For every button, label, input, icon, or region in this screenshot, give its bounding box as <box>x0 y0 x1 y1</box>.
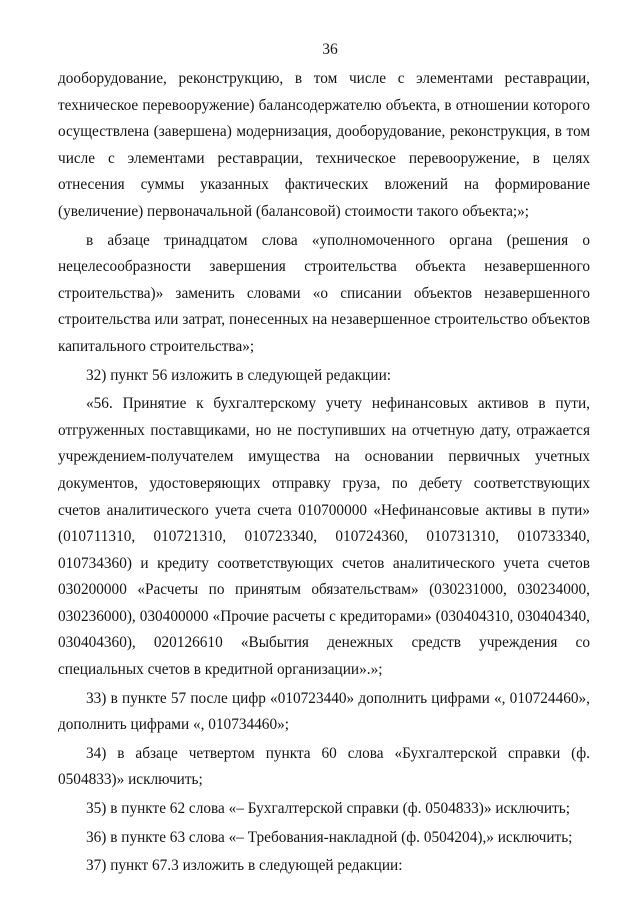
paragraph-item-35: 35) в пункте 62 слова «– Бухгалтерской справки (ф. 0504833)» исключить; <box>86 800 571 818</box>
page-number: 36 <box>322 41 338 58</box>
document-body <box>58 66 590 880</box>
paragraph-item-33: 33) в пункте 57 после цифр «010723440» дополнить цифрами «, 010724460», дополнить цифрами «, 010734460»; <box>58 689 590 734</box>
paragraph-item-32: 32) пункт 56 изложить в следующей редакции: <box>86 366 392 384</box>
paragraph-item-37: 37) пункт 67.3 изложить в следующей редакции: <box>86 857 403 875</box>
paragraph-item-34: 34) в абзаце четвертом пункта 60 слова «Бухгалтерской справки (ф. 0504833)» исключить; <box>58 744 590 789</box>
paragraph-item-56-text: «56. Принятие к бухгалтерскому учету нефинансовых активов в пути, отгруженных поставщиками, но не поступивших на отчетную дату, отражается учреждением-получателем имущества на основании первичных учетных документов, удостоверяющих отправку груза, по дебету соответствующих счетов аналитического учета счета 010700000 «Нефинансовые активы в пути» (010711310, 010721310, 010723340, 010724360, 010731310, 010733340, 010734360) и кредиту соответствующих счетов аналитического учета счетов 030200000 «Расчеты по принятым обязательствам» (030231000, 030234000, 030236000), 030400000 «Прочие расчеты с кредиторами» (030404310, 030404340, 030404360), 020126610 «Выбытия денежных средств учреждения со специальных счетов в кредитной организации».»; <box>58 395 590 679</box>
paragraph-item-36: 36) в пункте 63 слова «– Требования-накладной (ф. 0504204),» исключить; <box>86 828 573 846</box>
paragraph-abzats-13: в абзаце тринадцатом слова «уполномоченного органа (решения о нецелесообразности завершения строительства объекта незавершенного строительства)» заменить словами «о списании объектов незавершенного строительства или затрат, понесенных на незавершенное строительство объектов капитального строительства»; <box>58 231 590 355</box>
paragraph-continuation: дооборудование, реконструкцию, в том числе с элементами реставрации, техническое перевооружение) балансодержателю объекта, в отношении которого осуществлена (завершена) модернизация, дооборудование, реконструкция, в том числе с элементами реставрации, техническое перевооружение, в целях отнесения суммы указанных фактических вложений на формирование (увеличение) первоначальной (балансовой) стоимости такого объекта;»; <box>58 70 590 220</box>
